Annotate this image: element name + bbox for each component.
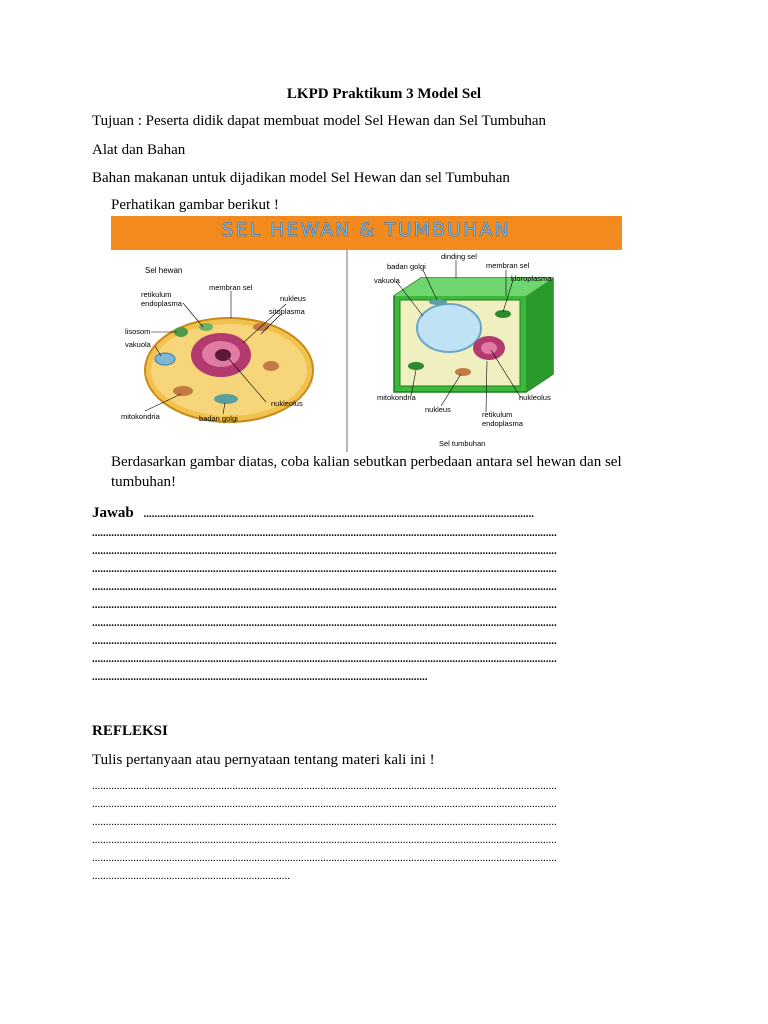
refleksi-dots-line: ......................................................................................................................................................................... — [92, 798, 557, 810]
refleksi-dots-line: ......................................................................................................................................................................... — [92, 852, 557, 864]
jawab-dots-line-last: .......................................................................................................................... — [92, 671, 428, 683]
label-kloroplasma-plant: kloroplasma — [511, 274, 552, 283]
question-line-2: tumbuhan! — [111, 474, 176, 490]
label-endoplasma-plant: endoplasma — [482, 419, 523, 428]
label-nukleus-animal: nukleus — [280, 294, 306, 303]
perhatikan-text: Perhatikan gambar berikut ! — [111, 197, 279, 213]
jawab-dots-line: ......................................................................................................................................................................... — [92, 563, 557, 575]
plant-chloroplast-2 — [408, 362, 424, 370]
animal-vacuole — [155, 353, 175, 365]
jawab-dots-line: ......................................................................................................................................................................... — [92, 581, 557, 593]
jawab-dots-first: .............................................................................................................................................. — [143, 508, 534, 520]
jawab-dots-line: ......................................................................................................................................................................... — [92, 545, 557, 557]
animal-er-blob — [199, 323, 213, 331]
label-lisosom-animal: lisosom — [125, 327, 151, 336]
alat-bahan-heading: Alat dan Bahan — [92, 142, 186, 158]
jawab-dots-line: ......................................................................................................................................................................... — [92, 653, 557, 665]
refleksi-dots-line: ......................................................................................................................................................................... — [92, 780, 557, 792]
bahan-text: Bahan makanan untuk dijadikan model Sel Hewan dan sel Tumbuhan — [92, 170, 510, 186]
label-mitokondria-animal: mitokondria — [121, 412, 160, 421]
plant-cell-side — [526, 278, 553, 392]
label-membran-sel-plant: membran sel — [486, 261, 530, 270]
animal-mito-2 — [173, 386, 193, 396]
animal-cell-title: Sel hewan — [145, 266, 183, 275]
animal-golgi — [214, 394, 238, 404]
label-badan-golgi-plant: badan golgi — [387, 262, 426, 271]
animal-mito-3 — [263, 361, 279, 371]
cell-diagram-figure — [111, 216, 622, 452]
label-retikulum-plant: retikulum — [482, 410, 513, 419]
label-vakuola-plant: vakuola — [374, 276, 400, 285]
label-endoplasma-animal: endoplasma — [141, 299, 182, 308]
plant-vacuole — [417, 304, 481, 352]
banner-title: SEL HEWAN & TUMBUHAN — [221, 219, 511, 241]
jawab-dots-line: ......................................................................................................................................................................... — [92, 635, 557, 647]
label-sel-tumbuhan: Sel tumbuhan — [439, 439, 486, 448]
animal-nucleolus — [215, 349, 231, 361]
label-badan-golgi-animal: badan golgi — [199, 414, 238, 423]
tujuan-text: Tujuan : Peserta didik dapat membuat model Sel Hewan dan Sel Tumbuhan — [92, 113, 546, 129]
jawab-dots-line: ......................................................................................................................................................................... — [92, 599, 557, 611]
plant-mito — [455, 368, 471, 376]
jawab-row — [92, 505, 534, 522]
label-sitoplasma-animal: sitoplasma — [269, 307, 305, 316]
label-membran-sel-animal: membran sel — [209, 283, 253, 292]
label-vakuola-animal: vakuola — [125, 340, 151, 349]
label-mitokondria-plant: mitokondria — [377, 393, 416, 402]
question-line-1: Berdasarkan gambar diatas, coba kalian sebutkan perbedaan antara sel hewan dan sel — [111, 454, 622, 470]
page-title: LKPD Praktikum 3 Model Sel — [286, 86, 482, 102]
refleksi-dots-line-last: ........................................................................ — [92, 870, 290, 882]
label-nukleus-plant: nukleus — [425, 405, 451, 414]
label-retikulum-animal: retikulum — [141, 290, 172, 299]
plant-golgi — [429, 299, 447, 305]
refleksi-prompt: Tulis pertanyaan atau pernyataan tentang materi kali ini ! — [92, 752, 435, 768]
jawab-label: Jawab — [92, 505, 134, 521]
label-dinding-sel-plant: dinding sel — [441, 252, 477, 261]
jawab-dots-line: ......................................................................................................................................................................... — [92, 527, 557, 539]
label-nukleolus-plant: nukleolus — [519, 393, 551, 402]
refleksi-dots-line: ......................................................................................................................................................................... — [92, 816, 557, 828]
refleksi-heading: REFLEKSI — [92, 723, 168, 739]
jawab-dots-line: ......................................................................................................................................................................... — [92, 617, 557, 629]
plant-nucleolus — [481, 342, 497, 354]
refleksi-dots-line: ......................................................................................................................................................................... — [92, 834, 557, 846]
label-nukleolus-animal: nukleolus — [271, 399, 303, 408]
